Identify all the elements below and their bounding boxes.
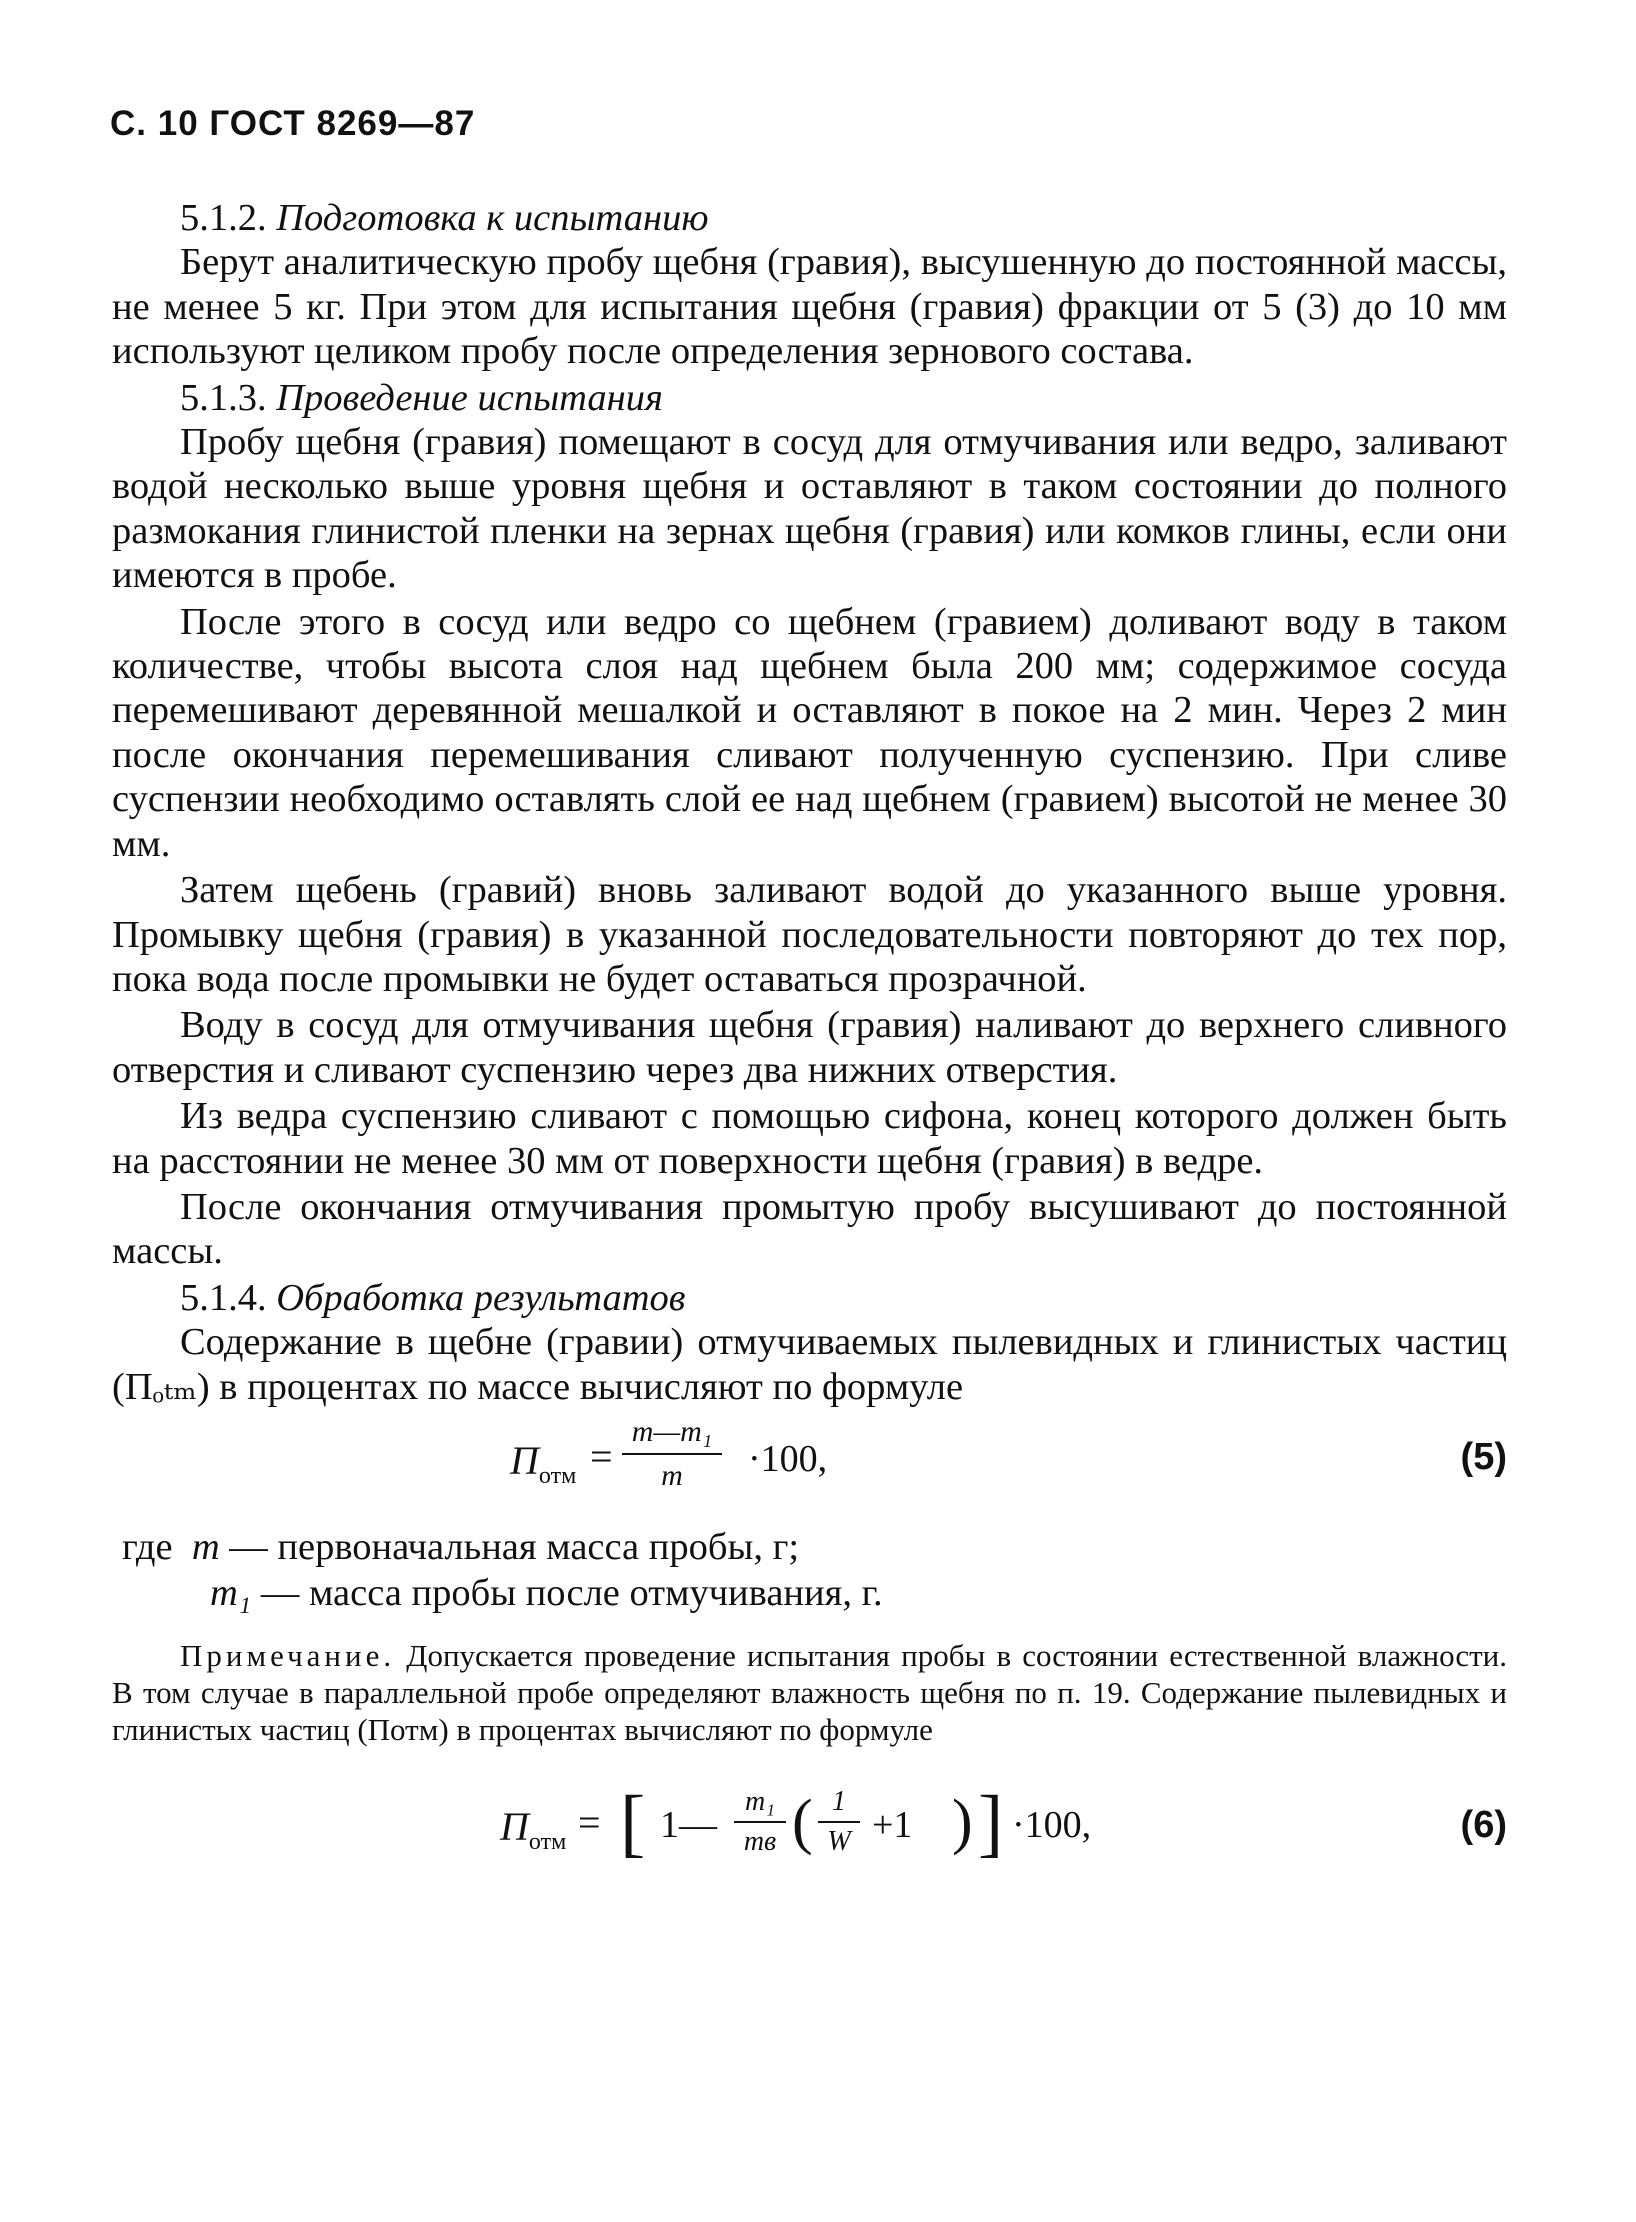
section-number: 5.1.4.: [180, 1276, 267, 1319]
left-paren: (: [792, 1787, 813, 1856]
section-number: 5.1.3.: [180, 376, 267, 419]
note: [112, 1637, 1507, 1748]
equation-number: (6): [1460, 1803, 1507, 1846]
fraction-moisture: 1 W: [818, 1785, 860, 1859]
fraction-mass: m₁ mв: [734, 1785, 786, 1859]
equals-sign: =: [578, 1799, 601, 1845]
fraction: [622, 1413, 722, 1495]
fraction-bar: [622, 1453, 722, 1455]
formula-lhs: $П_{отм}$: [510, 1437, 577, 1489]
section-heading-5-1-4: [112, 1276, 1507, 1320]
paragraph: После окончания отмучивания промытую пробу высушивают до постоянной массы.: [112, 1185, 1507, 1273]
paragraph: Содержание в щебне (гравии) отмучиваемых пылевидных и глинистых частиц (Пₒₜₘ) в процентах по массе вычисляют по формуле: [112, 1321, 1507, 1408]
paragraph: Затем щебень (гравий) вновь заливают водой до указанного выше уровня. Промывку щебня (гравия) в указанной последовательности повторяют до тех пор, пока вода после промывки не будет оставаться прозрачной.: [112, 869, 1507, 1000]
formula-6: [112, 1779, 1507, 1889]
page-header: С. 10 ГОСТ 8269—87: [110, 104, 476, 143]
formula-5: [112, 1413, 1507, 1517]
equals-sign: =: [590, 1433, 613, 1479]
section-title: Обработка результатов: [276, 1276, 686, 1319]
paragraph: Воду в сосуд для отмучивания щебня (гравия) наливают до верхнего сливного отверстия и сливают суспензию через два нижних отверстия.: [112, 1004, 1507, 1091]
multiplier: ·100,: [748, 1437, 828, 1480]
section-number: 5.1.2.: [180, 197, 267, 239]
paragraph: После этого в сосуд или ведро со щебнем (гравием) доливают воду в таком количестве, чтобы высота слоя над щебнем была 200 мм; содержимое сосуда перемешивают деревянной мешалкой и оставляют в покое на 2 мин. Через 2 мин после окончания перемешивания сливают полученную суспензию. При сливе суспензии необходимо оставлять слой ее над щебнем (гравием) высотой не менее 30 мм.: [112, 600, 1507, 865]
section-title: Проведение испытания: [276, 376, 663, 419]
variable-definitions: [112, 1525, 1507, 1621]
numerator: m—m₁: [631, 1414, 713, 1448]
multiplier: ·100,: [1012, 1803, 1092, 1846]
paragraph: Из ведра суспензию сливают с помощью сифона, конец которого должен быть на расстоянии не менее 30 мм от поверхности щебня (гравия) в ведре.: [112, 1095, 1507, 1182]
plus-one: +1: [872, 1803, 913, 1846]
section-heading-5-1-3: [112, 376, 1507, 420]
definition-m: где m — первоначальная масса пробы, г;: [122, 1525, 800, 1568]
document-body: [112, 196, 1507, 1889]
left-bracket: [: [620, 1780, 646, 1865]
right-paren: ): [952, 1787, 973, 1856]
note-label: Примечание.: [180, 1637, 396, 1673]
equation-number: (5): [1460, 1435, 1507, 1478]
definition-m1: m₁ — масса пробы после отмучивания, г.: [210, 1571, 883, 1614]
note-text: Допускается проведение испытания пробы в состоянии естественной влажности. В том случае в параллельной пробе определяют влажность щебня по п. 19. Содержание пылевидных и глинистых частиц (Потм) в процентах вычисляют по формуле: [112, 1637, 1508, 1747]
right-bracket: ]: [978, 1780, 1004, 1865]
paragraph: Берут аналитическую пробу щебня (гравия), высушенную до постоянной массы, не менее 5 кг. При этом для испытания щебня (гравия) фракции от 5 (3) до 10 мм используют целиком пробу после определения зернового состава.: [112, 241, 1507, 373]
section-title: Подготовка к испытанию: [276, 197, 709, 239]
term-one: 1—: [660, 1803, 717, 1846]
denominator: m: [661, 1458, 683, 1492]
formula-lhs: $П_{отм}$: [500, 1803, 567, 1855]
section-heading-5-1-2: [112, 196, 1507, 240]
paragraph: Пробу щебня (гравия) помещают в сосуд для отмучивания или ведро, заливают водой несколько выше уровня щебня и оставляют в таком состоянии до полного размокания глинистой пленки на зернах щебня (гравия) или комков глины, если они имеются в пробе.: [112, 421, 1507, 597]
